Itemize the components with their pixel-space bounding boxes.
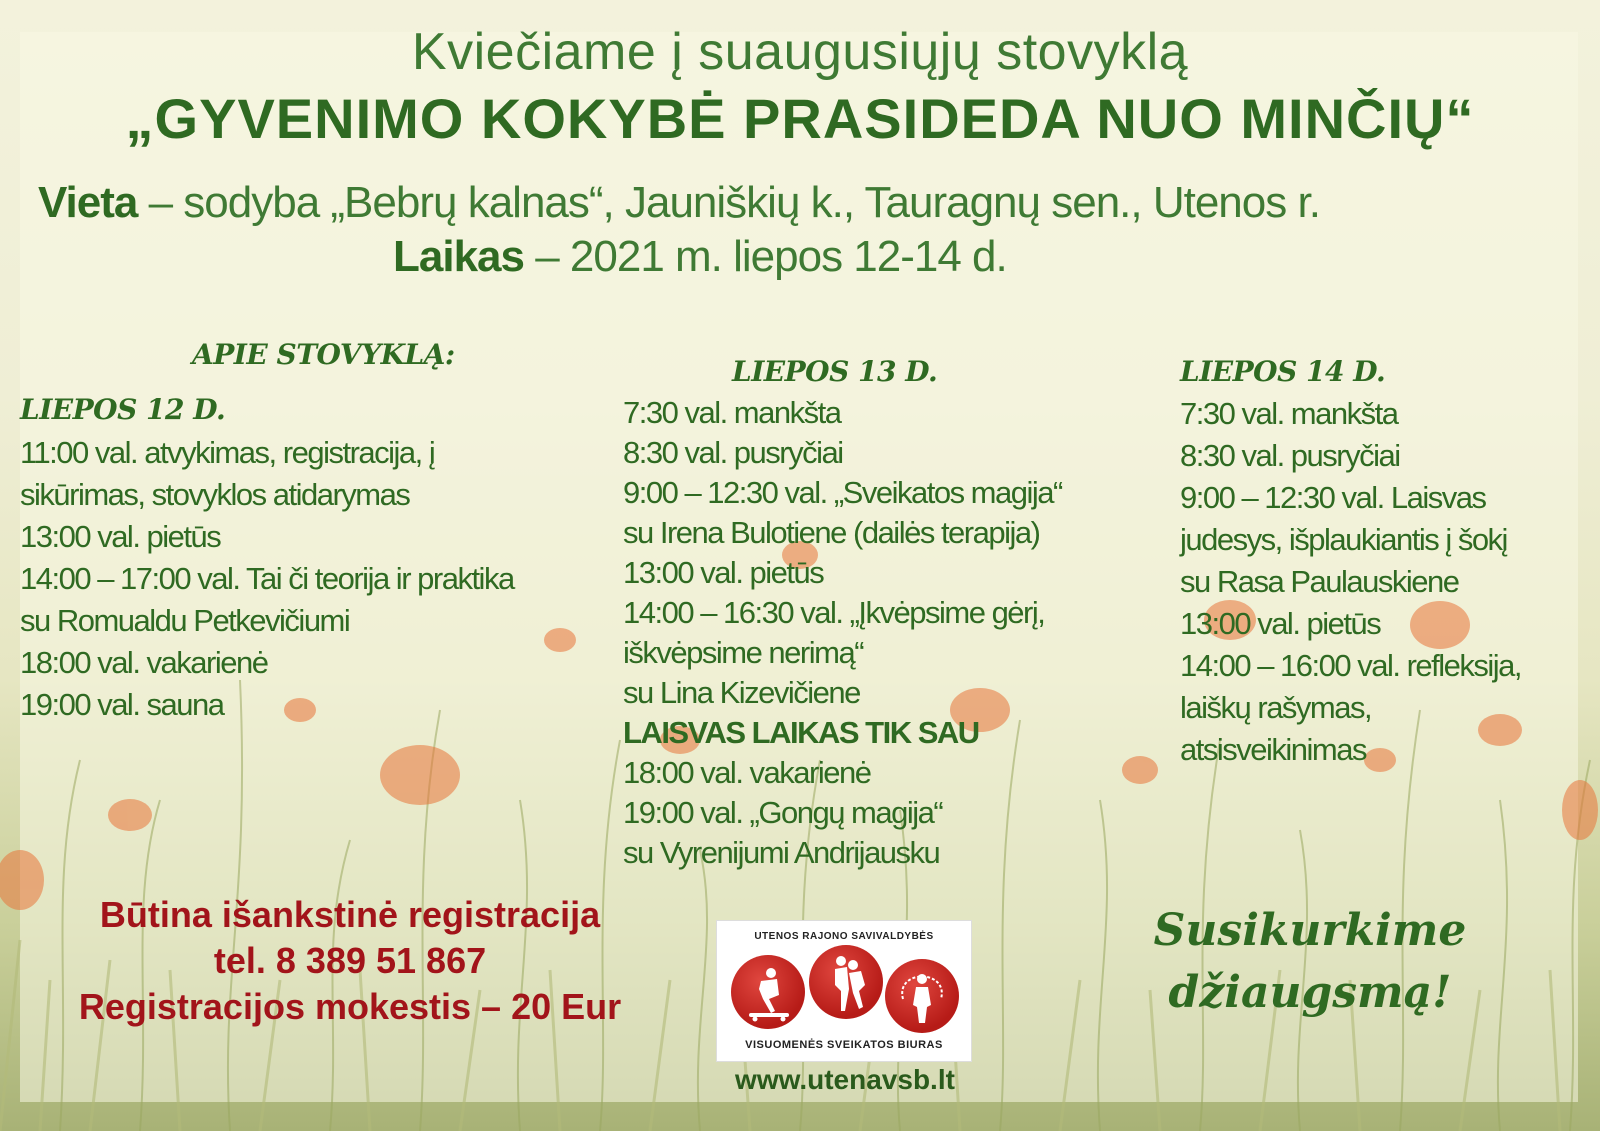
schedule-item: 9:00 – 12:30 val. „Sveikatos magija“ xyxy=(623,475,1062,510)
time-line xyxy=(393,232,1007,282)
schedule-item: 14:00 – 17:00 val. Tai či teorija ir praktika xyxy=(20,561,514,596)
registration-required: Būtina išankstinė registracija xyxy=(99,894,601,935)
schedule-item: judesys, išplaukiantis į šokį xyxy=(1180,522,1507,557)
schedule-day-13 xyxy=(623,393,1062,873)
schedule-item: 7:30 val. mankšta xyxy=(1180,396,1398,431)
schedule-item: 19:00 val. sauna xyxy=(20,687,224,722)
venue-text: – sodyba „Bebrų kalnas“, Jauniškių k., Tauragnų sen., Utenos r. xyxy=(137,178,1320,227)
time-text: – 2021 m. liepos 12-14 d. xyxy=(523,232,1007,281)
jump-rope-icon xyxy=(885,959,959,1033)
schedule-item: 8:30 val. pusryčiai xyxy=(623,435,843,470)
venue-line xyxy=(38,178,1320,228)
schedule-item: su Romualdu Petkevičiumi xyxy=(20,603,350,638)
schedule-item: 11:00 val. atvykimas, registracija, į xyxy=(20,435,435,470)
skateboarder-icon xyxy=(731,955,805,1029)
day-heading-14: LIEPOS 14 D. xyxy=(1180,355,1386,388)
about-heading: APIE STOVYKLĄ: xyxy=(192,338,455,371)
schedule-item: 19:00 val. „Gongų magija“ xyxy=(623,795,943,830)
invite-line: Kviečiame į suaugusiųjų stovyklą xyxy=(411,23,1189,81)
schedule-item: 8:30 val. pusryčiai xyxy=(1180,438,1400,473)
day-heading-12: LIEPOS 12 D. xyxy=(20,393,226,426)
schedule-item: 9:00 – 12:30 val. Laisvas xyxy=(1180,480,1486,515)
slogan-line-1: Susikurkime xyxy=(1153,905,1467,956)
logo-top-text: UTENOS RAJONO SAVIVALDYBĖS xyxy=(754,931,934,942)
phone-number[interactable]: tel. 8 389 51 867 xyxy=(213,940,487,981)
schedule-item: sikūrimas, stovyklos atidarymas xyxy=(20,477,410,512)
logo-bottom-text: VISUOMENĖS SVEIKATOS BIURAS xyxy=(745,1039,943,1051)
schedule-item: 13:00 val. pietūs xyxy=(20,519,221,554)
schedule-item: su Vyrenijumi Andrijausku xyxy=(623,835,940,870)
schedule-item: 18:00 val. vakarienė xyxy=(623,755,871,790)
registration-fee: Registracijos mokestis – 20 Eur xyxy=(78,986,622,1027)
schedule-item: 14:00 – 16:30 val. „Įkvėpsime gėrį, xyxy=(623,595,1045,630)
slogan xyxy=(1080,900,1540,1024)
schedule-item: iškvėpsime nerimą“ xyxy=(623,635,864,670)
schedule-item: su Rasa Paulauskiene xyxy=(1180,564,1459,599)
schedule-day-12 xyxy=(20,432,514,726)
free-time-item: LAISVAS LAIKAS TIK SAU xyxy=(623,715,979,750)
schedule-day-14 xyxy=(1180,393,1521,771)
schedule-item: 13:00 val. pietūs xyxy=(1180,606,1381,641)
registration-info xyxy=(0,892,700,1030)
schedule-item: 13:00 val. pietūs xyxy=(623,555,824,590)
schedule-item: atsisveikinimas xyxy=(1180,732,1366,767)
schedule-item: 18:00 val. vakarienė xyxy=(20,645,268,680)
schedule-item: laiškų rašymas, xyxy=(1180,690,1372,725)
schedule-item: su Lina Kizevičiene xyxy=(623,675,860,710)
schedule-item: su Irena Bulotiene (dailės terapija) xyxy=(623,515,1040,550)
health-bureau-logo xyxy=(716,920,972,1062)
website-link[interactable]: www.utenavsb.lt xyxy=(735,1064,955,1095)
time-label: Laikas xyxy=(393,232,524,281)
day-heading-13: LIEPOS 13 D. xyxy=(732,355,938,388)
camp-title: „GYVENIMO KOKYBĖ PRASIDEDA NUO MINČIŲ“ xyxy=(125,87,1475,150)
venue-label: Vieta xyxy=(38,178,138,227)
schedule-item: 14:00 – 16:00 val. refleksija, xyxy=(1180,648,1522,683)
schedule-item: 7:30 val. mankšta xyxy=(623,395,841,430)
slogan-line-2: džiaugsmą! xyxy=(1168,967,1452,1018)
dancing-couple-icon xyxy=(809,945,883,1019)
